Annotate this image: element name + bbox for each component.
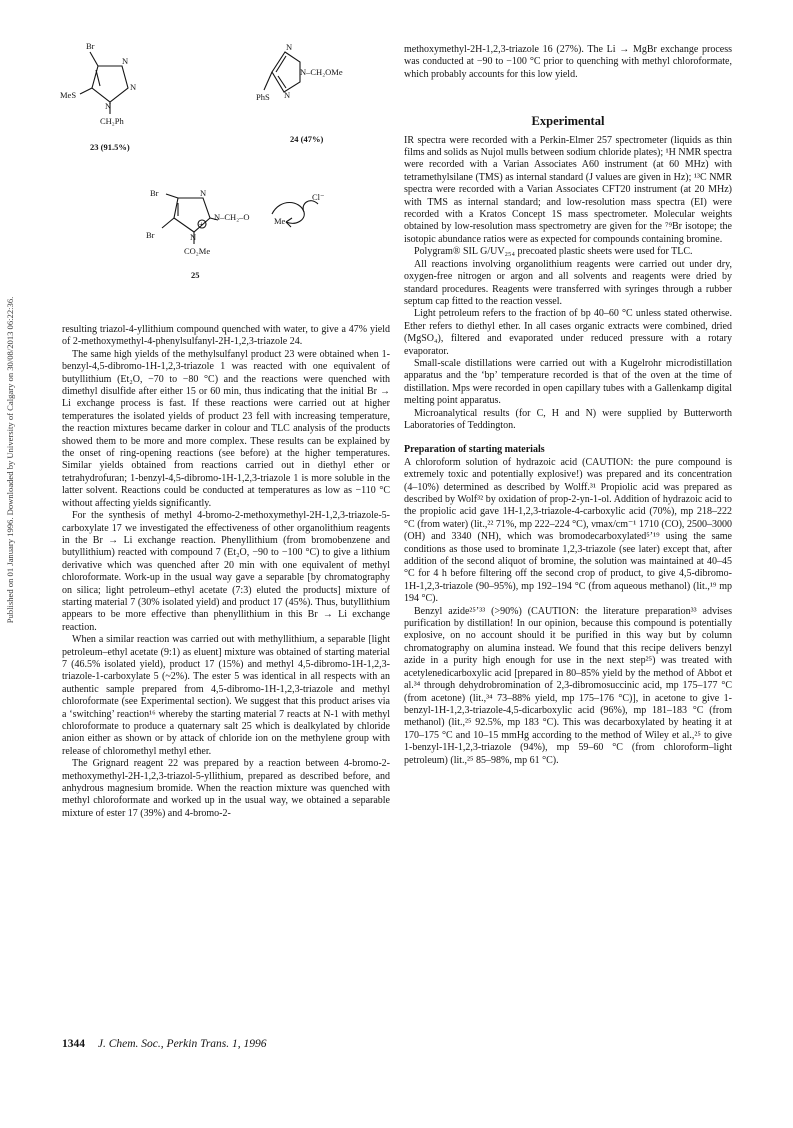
bond-br-23 xyxy=(90,52,98,66)
nch2ome-label-24: N–CH₂OMe xyxy=(300,67,343,77)
compound-label-24: 24 (47%) xyxy=(290,134,324,144)
preparation-heading: Preparation of starting materials xyxy=(404,444,545,456)
structure-24 xyxy=(264,52,300,92)
left-column xyxy=(62,324,390,820)
left-paragraph: The same high yields of the methylsulfanyl product 23 were obtained when 1-benzyl-4,5-dibromo-1H-1,2,3-triazole 1 was reacted with one equivalent of butyllithium (Et₂O, −70 to −80 °C) and the reactions were quenched with dimethyl disulfide after either 15 or 60 min, thus indicating that the initial Br → Li exchange process is fast. If these reactions were carried out at higher temperatures the isolated yields of product 23 fell with increasing temperature, the reaction mixtures became darker in colour and TLC analysis of the products showed them to be more and more complex. These results can be explained by the onset of ring-opening reactions (see before) at the higher temperatures. Similar yields obtained from reactions carried out in diethyl ether or tetrahydrofuran; 1-benzyl-4,5-dibromo-1H-1,2,3-triazole 1 is more soluble in the latter solvent. Reactions could be conducted at temperatures as low as −110 °C without affecting yields significantly. xyxy=(62,348,390,509)
experimental-paragraph: Polygram® SIL G/UV₂₅₄ precoated plastic sheets were used for TLC. xyxy=(414,246,693,258)
me-label-25: Me xyxy=(274,216,286,226)
chemical-structures-figure xyxy=(60,38,400,308)
experimental-paragraph: Small-scale distillations were carried out with a Kugelrohr microdistillation apparatus and the ‘bp’ temperature recorded is that of the oven at the time of distillation. Mps were recorded in open capillary tubes with a Gallenkamp digital melting point apparatus. xyxy=(404,357,732,407)
preparation-paragraph: A chloroform solution of hydrazoic acid (CAUTION: the pure compound is extremely toxic and potentially explosive!) was prepared and its concentration (4–10%) determined as described by Wolff.³¹ Propiolic acid was prepared as described by Wolf³² by oxidation of prop-2-yn-1-ol. Addition of hydrazoic acid to the propiolic acid gave 1H-1,2,3-triazole-4-carboxylic acid (70%), mp 218–222 °C (from water) (lit.,²² 71%, mp 222–224 °C), νmax/cm⁻¹ 1710 (CO), 2500–3000 (OH) and 3340 (NH), which was bromodecarboxylated⁵ʼ¹⁹ using the same conditions as those used to brominate 1,2,3-triazole (see later) except that, after addition of the second aliquot of bromine, the solution was maintained at 40–45 °C for 4 h before filtering off the second crop of product, to give 4,5-dibromo-1H-1,2,3-triazole (90–95%), mp 192–194 °C (from aqueous methanol) (lit.,¹⁹ mp 194 °C). xyxy=(404,456,732,605)
experimental-paragraph: All reactions involving organolithium reagents were carried out under dry, oxygen-free nitrogen or argon and all solvents and reagents were dried by standard procedures. Reagents were transferred with syringes through a rubber septum cap fitted to the reaction vessel. xyxy=(404,258,732,307)
experimental-paragraph: Light petroleum refers to the fraction of bp 40–60 °C unless stated otherwise. Ether refers to diethyl ether. In all cases organic extracts were combined, dried (MgSO₄), filtered and evaporated under reduced pressure with a rotary evaporator. xyxy=(404,308,732,357)
chloride-arrow-25 xyxy=(303,201,318,212)
br2-label-25: Br xyxy=(146,230,155,240)
bond-br2-25 xyxy=(162,218,174,228)
left-paragraph: For the synthesis of methyl 4-bromo-2-methoxymethyl-2H-1,2,3-triazole-5-carboxylate 17 we investigated the effectiveness of other organolithium reagents in the Br → Li exchange reaction. Phenyllithium (from bromobenzene and butyllithium) reacted with compound 7 (Et₂O, −90 to −100 °C) to give a lithium derivative which was quenched after 20 min with one equivalent of methyl chloroformate. Work-up in the usual way gave a separable [by chromatography on silica; light petroleum–ethyl acetate (7:3) eluted the products] mixture of starting material 7 (30% isolated yield) and product 17 (45%). Thus, butyllithium appears to be more effective than phenyllithium in this Br → Li exchange reaction. xyxy=(62,510,390,633)
left-paragraph: resulting triazol-4-yllithium compound quenched with water, to give a 47% yield of 2-methoxymethyl-4-phenylsulfanyl-2H-1,2,3-triazole 24. xyxy=(62,324,390,348)
br-label-23: Br xyxy=(86,41,95,51)
page-footer xyxy=(62,1038,267,1050)
download-notice xyxy=(2,190,18,730)
left-paragraph: When a similar reaction was carried out with methyllithium, a separable [light petroleum–ethyl acetate (9:1) as eluent] mixture was obtained of starting material 7 (46.5% isolated yield), product 17 (15%) and methyl 4,5-dibromo-1H-1,2,3-triazole-1-carboxylate 5 (~2%). The ester 5 was identical in all respects with an authentic sample prepared from 4,5-dibromo-1H-1,2,3-triazole and methyl chloroformate (see Experimental section). We suggest that this product arises via a ‘switching’ reaction¹⁶ whereby the starting material 7 reacts at N-1 with methyl chloroformate to produce a quaternary salt 25 which is dealkylated by chloride anion either as shown or by attack of chloride ion on the methylene group with release of chloromethyl methyl ether. xyxy=(62,634,390,757)
preparation-paragraph: Benzyl azide²⁵ʼ³³ (>90%) (CAUTION: the literature preparation³³ advises purification by distillation! In our opinion, because this compound is potentially explosive, on no account should it be purified in this way but by column chromatography on alumina instead. We found that this recipe delivers benzyl azide in a purity high enough for use in the next step²⁵) was treated with acetylenedicarboxylic acid [prepared in 80–85% yield by the method of Abbot et al.³⁴ through dehydrobromination of 2,3-dibromosuccinic acid, mp 175–177 °C (from acetone) (lit.,³⁴ 73–88% yield, mp 175–176 °C)], in acetone to give 1-benzyl-1H-1,2,3-triazole-4,5-dicarboxylic acid (96%), mp 181–183 °C (from methanol) (lit.,²⁵ 92.5%, mp 183 °C). This was decarboxylated by heating it at 170–175 °C and 10–15 mmHg according to the method of Wiley et al.,²⁵ to give 1-benzyl-1H-1,2,3-triazole (94%), mp 59–60 °C (from chloroform–light petroleum) (lit.,²⁵ 85–98%, mp 61 °C). xyxy=(404,605,732,766)
compound-label-23: 23 (91.5%) xyxy=(90,142,130,152)
download-notice-text: Published on 01 January 1996. Downloaded by University of Calgary on 30/08/2013 06:22:36. xyxy=(5,296,15,624)
compound-label-25: 25 xyxy=(191,270,200,280)
chloride-label-25: Cl⁻ xyxy=(312,192,325,202)
page-number: 1344 xyxy=(62,1038,85,1050)
ring-23 xyxy=(92,66,128,102)
bond-br1-25 xyxy=(166,194,178,198)
experimental-paragraph: IR spectra were recorded with a Perkin-Elmer 257 spectrometer (liquids as thin films and solids as Nujol mulls between sodium chloride plates); ¹H NMR spectra were recorded with a Varian Associates A60 instrument (at 60 MHz) with tetramethylsilane (TMS) as internal standard (J values are given in Hz); ¹³C NMR spectra were recorded with a Varian Associates CFT20 instrument (at 20 MHz) with TMS as internal standard; and low-resolution mass spectra (EI) were recorded with a Kratos Concept 1S mass spectrometer. Molecular weights obtained by low-resolution mass spectrometry are given for the ⁷⁹Br isotope; the isotopic abundance ratios were as expected for compounds containing bromine. xyxy=(404,134,732,245)
experimental-heading: Experimental xyxy=(531,114,605,129)
n-label-25a: N xyxy=(200,188,207,198)
right-column xyxy=(404,44,732,767)
right-paragraph-continued: methoxymethyl-2H-1,2,3-triazole 16 (27%). The Li → MgBr exchange process was conducted at −90 to −100 °C prior to quenching with methyl chloroformate, which probably accounts for this low yield. xyxy=(404,44,732,80)
plus-charge-25: + xyxy=(199,219,204,229)
left-paragraph: The Grignard reagent 22 was prepared by a reaction between 4-bromo-2-methoxymethyl-2H-1,2,3-triazol-5-yllithium, prepared as described before, and anhydrous magnesium bromide. When the reaction mixture was quenched with methyl chloroformate and worked up in the usual way, we obtained a separable mixture of ester 17 (39%) and 4-bromo-2- xyxy=(62,758,390,819)
phs-label-24: PhS xyxy=(256,92,270,102)
nch2o-label-25: N–CH₂–O xyxy=(214,212,250,222)
journal-citation: J. Chem. Soc., Perkin Trans. 1, 1996 xyxy=(97,1038,267,1050)
structure-23 xyxy=(80,52,128,114)
mes-label-23: MeS xyxy=(60,90,77,100)
n-label-23b: N xyxy=(130,82,137,92)
n-label-23a: N xyxy=(122,56,129,66)
n-label-23c: N xyxy=(105,101,112,111)
double-bond-23 xyxy=(96,70,100,86)
n-label-24a: N xyxy=(286,42,293,52)
structures-svg xyxy=(60,38,400,308)
experimental-paragraph: Microanalytical results (for C, H and N) were supplied by Butterworth Laboratories of Teddington. xyxy=(404,407,732,431)
ch2ph-label-23: CH₂Ph xyxy=(100,116,124,126)
co2me-label-25: CO₂Me xyxy=(184,246,211,256)
br1-label-25: Br xyxy=(150,188,159,198)
double-bond-24b xyxy=(278,76,286,88)
n-label-24b: N xyxy=(284,90,291,100)
bond-mes-23 xyxy=(80,88,92,94)
n-label-25b: N xyxy=(190,232,197,242)
bond-phs-24 xyxy=(264,72,272,90)
